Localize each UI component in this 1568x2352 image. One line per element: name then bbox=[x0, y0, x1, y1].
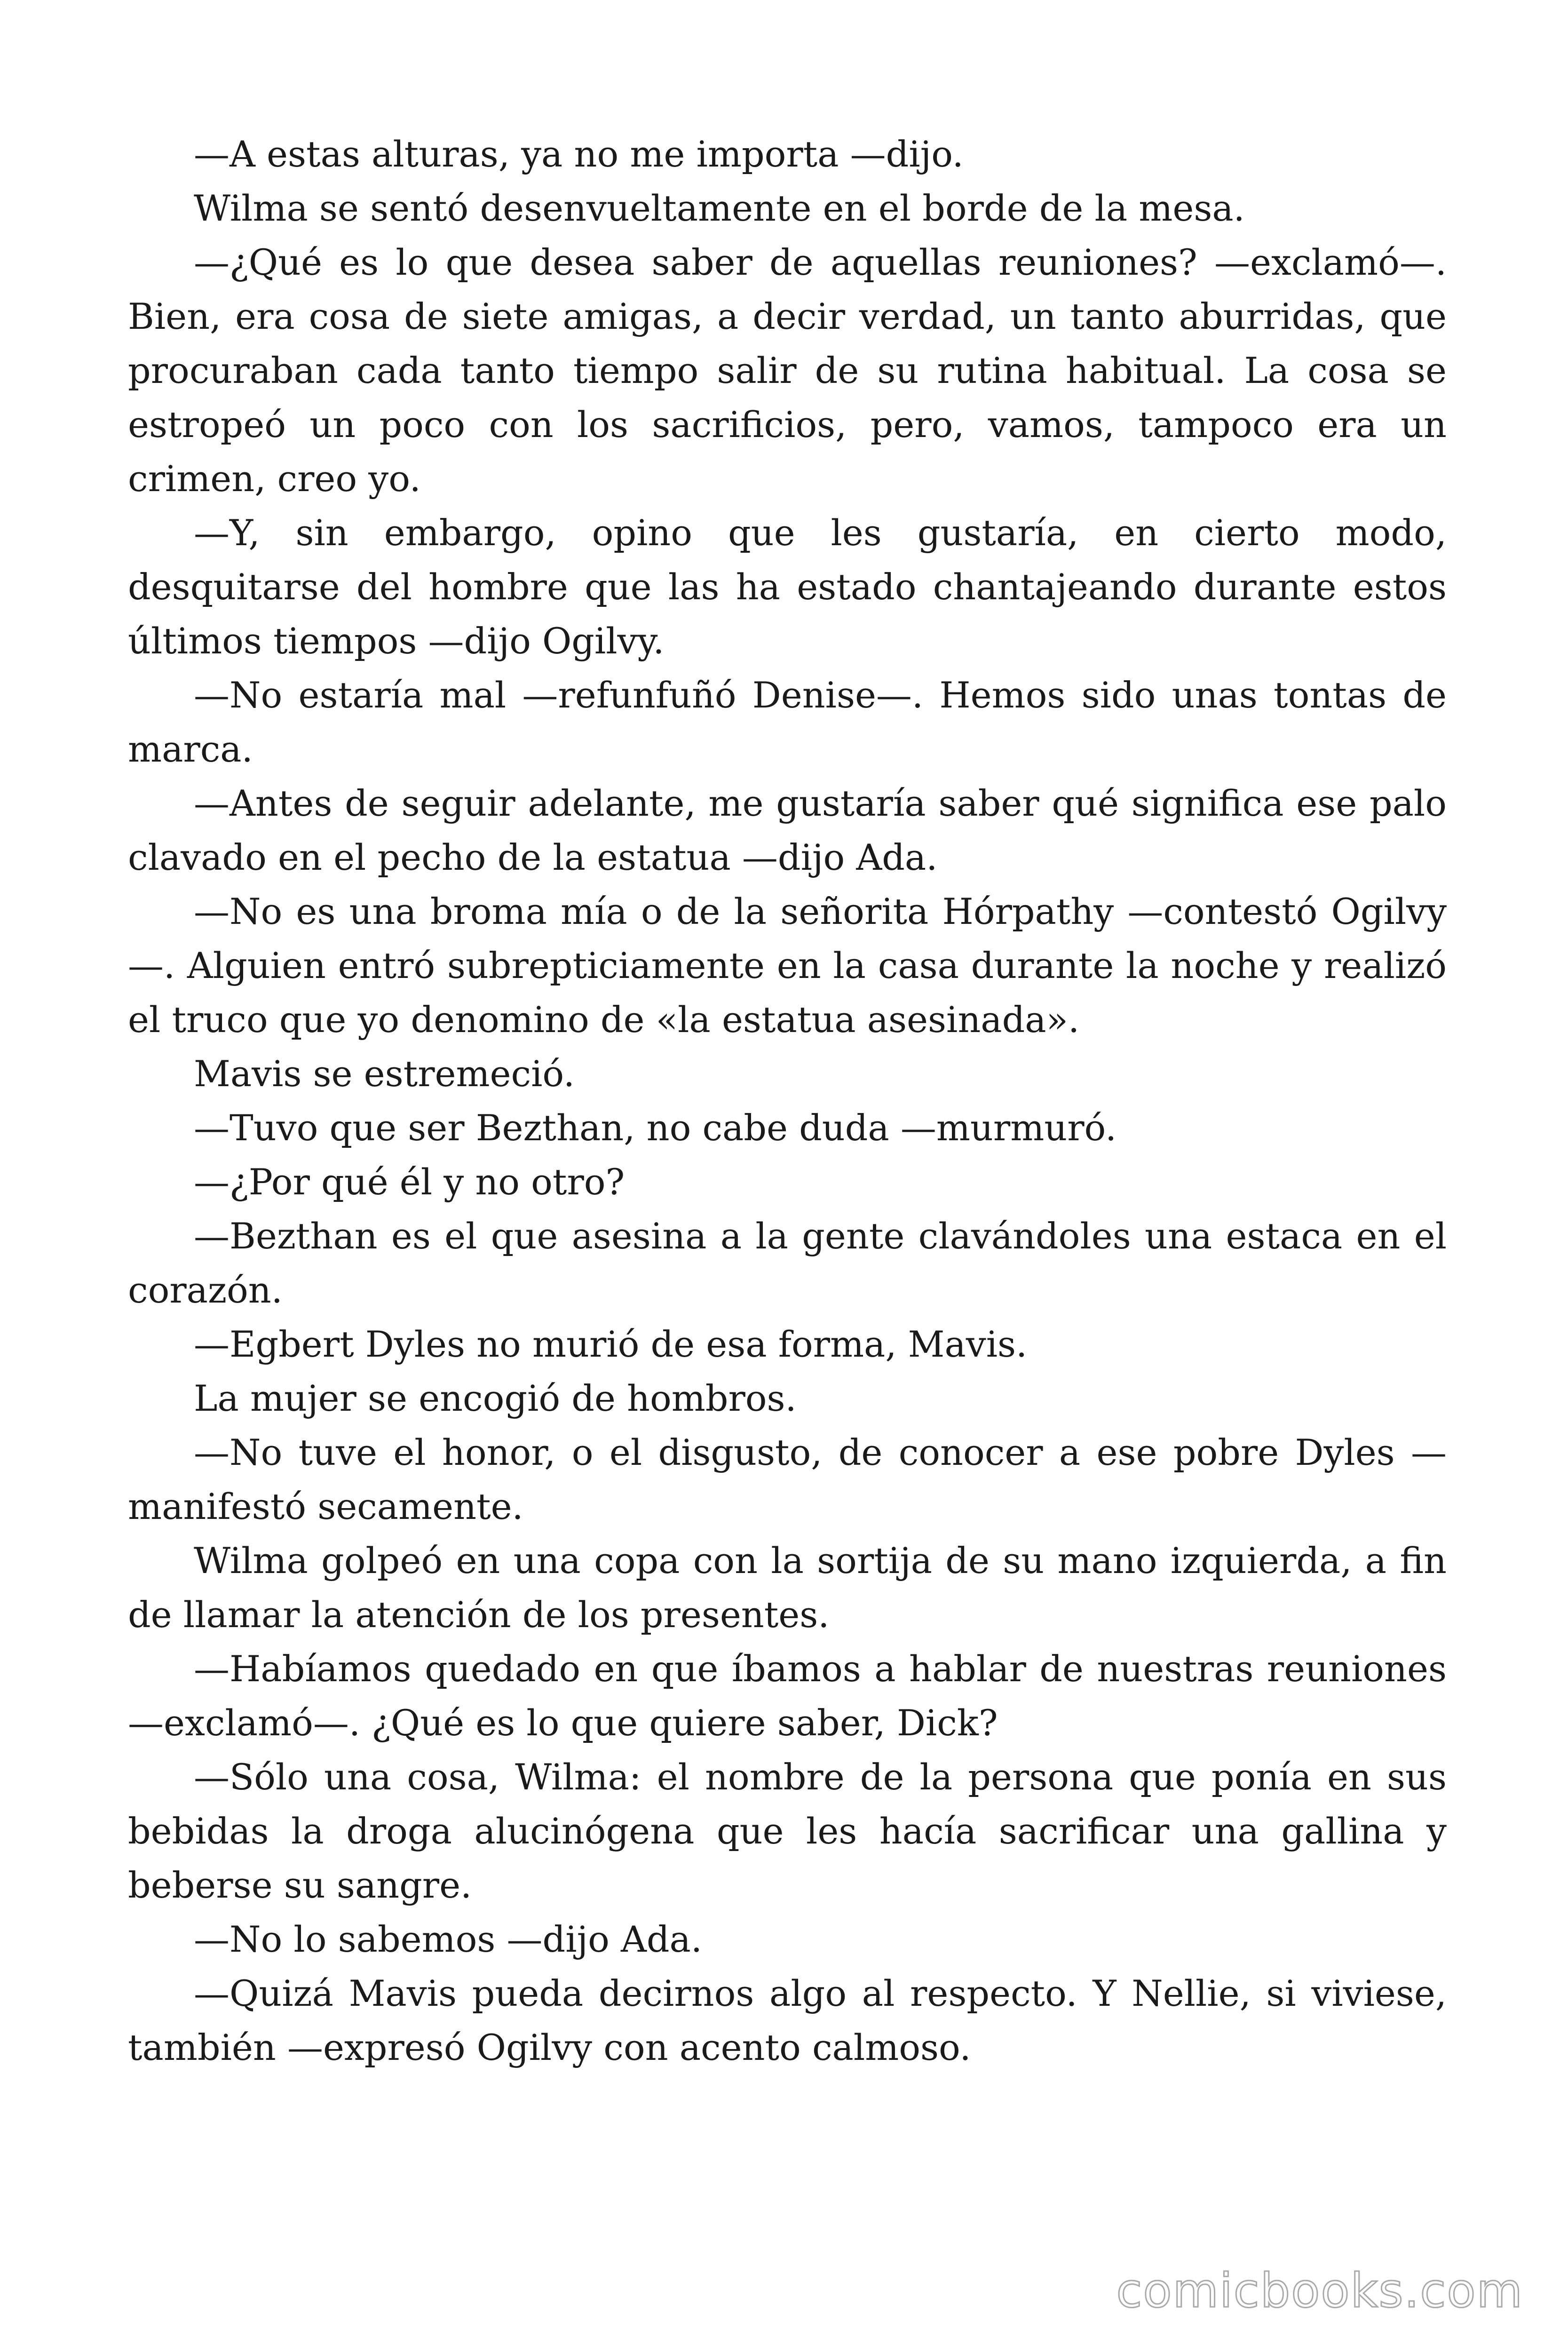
paragraph: —Tuvo que ser Bezthan, no cabe duda —murmuró. bbox=[194, 1107, 1117, 1149]
paragraph: Wilma golpeó en una copa con la sortija de su mano izquierda, a fin de llamar la atención de los presentes. bbox=[128, 1540, 1447, 1636]
paragraph: —Habíamos quedado en que íbamos a hablar de nuestras reuniones —exclamó—. ¿Qué es lo que quiere saber, Dick? bbox=[128, 1648, 1447, 1744]
paragraph: —Egbert Dyles no murió de esa forma, Mavis. bbox=[194, 1323, 1028, 1365]
paragraph: —Antes de seguir adelante, me gustaría saber qué significa ese palo clavado en el pecho de la estatua —dijo Ada. bbox=[128, 782, 1447, 878]
paragraph: —Y, sin embargo, opino que les gustaría, en cierto modo, desquitarse del hombre que las ha estado chantajeando durante estos últimos tiempos —dijo Ogilvy. bbox=[128, 512, 1447, 662]
page-text bbox=[128, 127, 1447, 2074]
paragraph: —¿Qué es lo que desea saber de aquellas reuniones? —exclamó—. Bien, era cosa de siete amigas, a decir verdad, un tanto aburridas, que procuraban cada tanto tiempo salir de su rutina habitual. La cosa se estropeó un poco con los sacrificios, pero, vamos, tampoco era un crimen, creo yo. bbox=[128, 241, 1447, 500]
paragraph: —A estas alturas, ya no me importa —dijo. bbox=[194, 133, 964, 175]
watermark: comicbooks.com bbox=[1116, 2263, 1523, 2318]
paragraph: —No lo sabemos —dijo Ada. bbox=[194, 1918, 702, 1960]
paragraph: —¿Por qué él y no otro? bbox=[194, 1161, 625, 1203]
paragraph: Wilma se sentó desenvueltamente en el borde de la mesa. bbox=[194, 187, 1245, 229]
paragraph: La mujer se encogió de hombros. bbox=[194, 1377, 797, 1419]
paragraph: Mavis se estremeció. bbox=[194, 1053, 575, 1095]
paragraph: —No es una broma mía o de la señorita Hórpathy —contestó Ogilvy—. Alguien entró subrepticiamente en la casa durante la noche y realizó el truco que yo denomino de «la estatua asesinada». bbox=[128, 890, 1447, 1041]
paragraph: —Quizá Mavis pueda decirnos algo al respecto. Y Nellie, si viviese, también —expresó Ogilvy con acento calmoso. bbox=[128, 1972, 1447, 2068]
paragraph: —Bezthan es el que asesina a la gente clavándoles una estaca en el corazón. bbox=[128, 1215, 1447, 1311]
paragraph: —Sólo una cosa, Wilma: el nombre de la persona que ponía en sus bebidas la droga alucinógena que les hacía sacrificar una gallina y beberse su sangre. bbox=[128, 1756, 1447, 1906]
paragraph: —No estaría mal —refunfuñó Denise—. Hemos sido unas tontas de marca. bbox=[128, 674, 1447, 770]
paragraph: —No tuve el honor, o el disgusto, de conocer a ese pobre Dyles —manifestó secamente. bbox=[128, 1431, 1447, 1527]
